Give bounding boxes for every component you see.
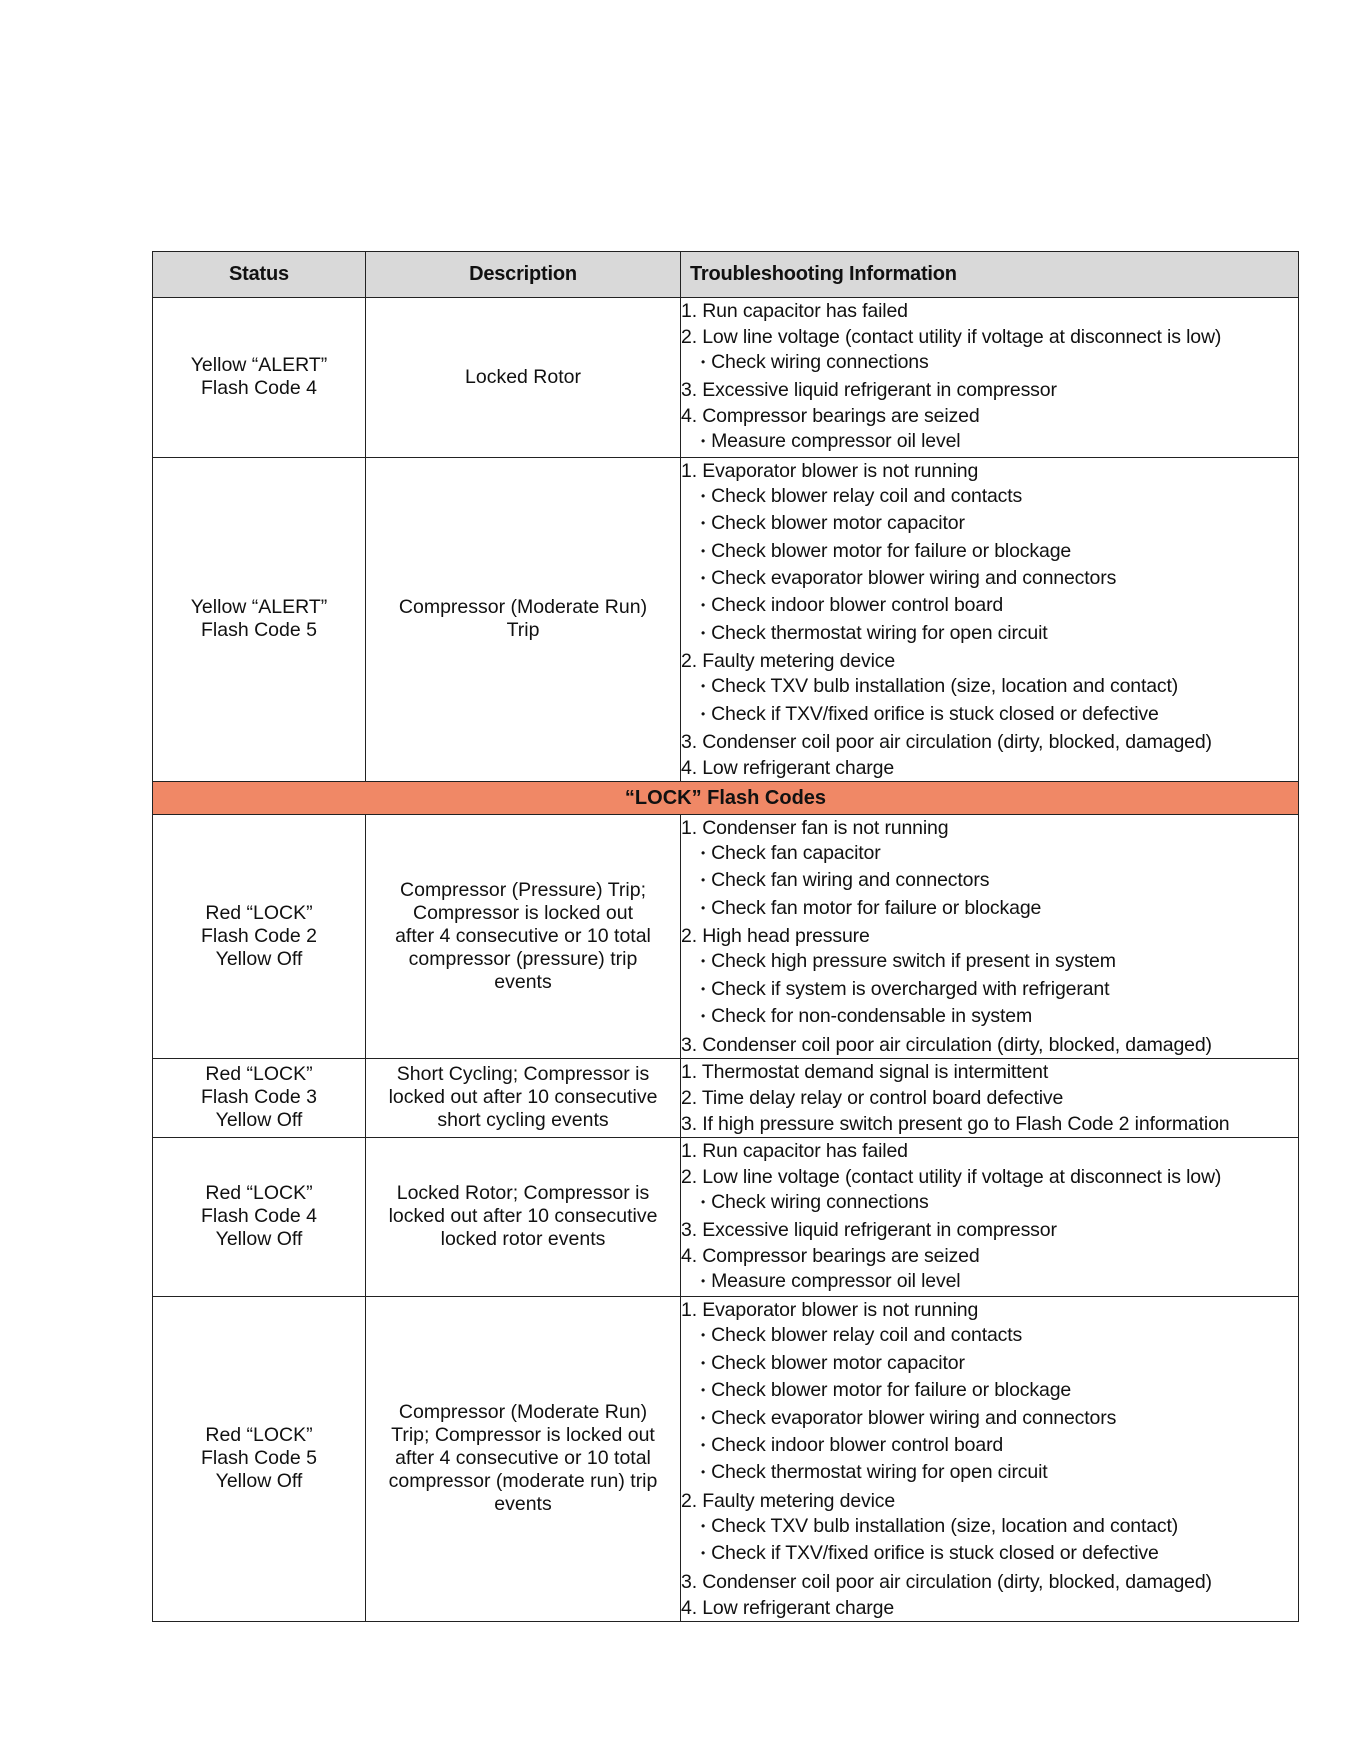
table-row	[153, 815, 1299, 1058]
troubleshooting-subitem: • Check blower motor capacitor	[681, 511, 1298, 538]
description-line: Locked Rotor; Compressor is	[396, 1182, 650, 1205]
troubleshooting-subitem: • Check high pressure switch if present in system	[681, 949, 1298, 976]
troubleshooting-cell	[681, 298, 1299, 458]
troubleshooting-subitem: • Measure compressor oil level	[681, 1269, 1298, 1296]
troubleshooting-subitem: • Check fan wiring and connectors	[681, 868, 1298, 895]
troubleshooting-item: 4. Compressor bearings are seized	[681, 1244, 980, 1267]
troubleshooting-subitem: • Check blower motor for failure or blockage	[681, 539, 1298, 566]
troubleshooting-column-header: Troubleshooting Information	[681, 252, 1299, 298]
table-body	[153, 298, 1299, 1622]
description-line: locked out after 10 consecutive	[388, 1086, 658, 1108]
troubleshooting-item: 1. Run capacitor has failed	[681, 300, 908, 322]
troubleshooting-item: 1. Evaporator blower is not running	[681, 1299, 979, 1322]
troubleshooting-item: 1. Thermostat demand signal is intermittent	[681, 1060, 1049, 1083]
troubleshooting-item: 3. Condenser coil poor air circulation (dirty, blocked, damaged)	[681, 1033, 1212, 1056]
status-line: Yellow Off	[215, 1228, 303, 1251]
lock-section-row	[153, 782, 1299, 815]
status-line: Flash Code 2	[201, 924, 317, 947]
table-row	[153, 1058, 1299, 1137]
troubleshooting-subitem: • Check blower relay coil and contacts	[681, 1323, 1298, 1350]
table-header-row	[153, 252, 1299, 298]
description-line: Compressor is locked out	[412, 901, 633, 924]
description-line: Short Cycling; Compressor is	[396, 1063, 650, 1085]
flash-code-table	[152, 251, 1299, 1622]
description-line: after 4 consecutive or 10 total	[395, 1447, 651, 1470]
troubleshooting-subitem: • Check for non-condensable in system	[681, 1004, 1298, 1031]
description-line: Compressor (Moderate Run)	[398, 596, 648, 619]
status-line: Yellow “ALERT”	[190, 596, 328, 619]
troubleshooting-subitem: • Check evaporator blower wiring and connectors	[681, 1406, 1298, 1433]
status-line: Red “LOCK”	[205, 1182, 313, 1205]
troubleshooting-item: 2. Low line voltage (contact utility if voltage at disconnect is low)	[681, 1165, 1222, 1188]
troubleshooting-subitem: • Check TXV bulb installation (size, location and contact)	[681, 674, 1298, 701]
status-line: Flash Code 5	[201, 1447, 317, 1470]
troubleshooting-item: 2. Time delay relay or control board defective	[681, 1086, 1064, 1109]
description-line: Compressor (Pressure) Trip;	[400, 878, 646, 901]
troubleshooting-item: 1. Evaporator blower is not running	[681, 459, 979, 482]
troubleshooting-cell	[681, 457, 1299, 781]
status-line: Red “LOCK”	[205, 1424, 313, 1447]
description-line: Locked Rotor	[465, 365, 581, 388]
status-line: Flash Code 5	[201, 619, 317, 642]
troubleshooting-item: 3. Condenser coil poor air circulation (dirty, blocked, damaged)	[681, 731, 1212, 754]
troubleshooting-subitem: • Check if TXV/fixed orifice is stuck closed or defective	[681, 1541, 1298, 1568]
troubleshooting-item: 3. Condenser coil poor air circulation (dirty, blocked, damaged)	[681, 1570, 1212, 1593]
description-column-header: Description	[366, 252, 681, 298]
troubleshooting-item: 1. Condenser fan is not running	[681, 817, 949, 840]
troubleshooting-item: 2. Low line voltage (contact utility if voltage at disconnect is low)	[681, 326, 1222, 348]
status-line: Yellow Off	[215, 947, 303, 970]
table-row	[153, 298, 1299, 458]
description-line: events	[494, 970, 552, 993]
status-cell	[153, 1058, 366, 1137]
description-line: short cycling events	[437, 1109, 609, 1131]
troubleshooting-item: 3. Excessive liquid refrigerant in compressor	[681, 379, 1057, 402]
description-line: compressor (moderate run) trip	[388, 1470, 658, 1493]
description-cell	[366, 298, 681, 458]
troubleshooting-subitem: • Check if TXV/fixed orifice is stuck closed or defective	[681, 702, 1298, 729]
description-cell	[366, 457, 681, 781]
troubleshooting-subitem: • Check thermostat wiring for open circuit	[681, 1460, 1298, 1487]
troubleshooting-item: 4. Compressor bearings are seized	[681, 405, 980, 428]
description-line: Compressor (Moderate Run)	[398, 1401, 648, 1424]
status-cell	[153, 457, 366, 781]
status-cell	[153, 815, 366, 1058]
troubleshooting-item: 3. If high pressure switch present go to Flash Code 2 information	[681, 1112, 1230, 1135]
troubleshooting-subitem: • Check evaporator blower wiring and connectors	[681, 566, 1298, 593]
troubleshooting-item: 4. Low refrigerant charge	[681, 757, 895, 780]
status-cell	[153, 1297, 366, 1621]
description-cell	[366, 1137, 681, 1297]
status-line: Yellow “ALERT”	[190, 354, 328, 377]
description-line: Trip; Compressor is locked out	[391, 1424, 655, 1447]
troubleshooting-subitem: • Measure compressor oil level	[681, 429, 1298, 456]
troubleshooting-cell	[681, 1058, 1299, 1137]
status-line: Red “LOCK”	[205, 1063, 313, 1085]
table-row	[153, 1137, 1299, 1297]
troubleshooting-cell	[681, 815, 1299, 1058]
status-cell	[153, 1137, 366, 1297]
troubleshooting-item: 2. High head pressure	[681, 925, 870, 948]
troubleshooting-item: 1. Run capacitor has failed	[681, 1139, 908, 1162]
status-line: Red “LOCK”	[205, 901, 313, 924]
status-line: Flash Code 3	[201, 1086, 317, 1108]
table-row	[153, 457, 1299, 781]
troubleshooting-item: 2. Faulty metering device	[681, 650, 896, 673]
description-cell	[366, 1058, 681, 1137]
troubleshooting-subitem: • Check fan capacitor	[681, 841, 1298, 868]
table-row	[153, 1297, 1299, 1621]
description-line: Trip	[506, 619, 540, 642]
troubleshooting-subitem: • Check wiring connections	[681, 350, 1298, 377]
description-line: compressor (pressure) trip	[408, 947, 638, 970]
troubleshooting-subitem: • Check blower relay coil and contacts	[681, 484, 1298, 511]
troubleshooting-subitem: • Check wiring connections	[681, 1190, 1298, 1217]
status-line: Flash Code 4	[201, 377, 317, 400]
troubleshooting-subitem: • Check indoor blower control board	[681, 593, 1298, 620]
troubleshooting-cell	[681, 1297, 1299, 1621]
description-cell	[366, 815, 681, 1058]
status-line: Flash Code 4	[201, 1205, 317, 1228]
troubleshooting-subitem: • Check TXV bulb installation (size, location and contact)	[681, 1514, 1298, 1541]
description-line: events	[494, 1493, 552, 1516]
description-line: locked rotor events	[440, 1228, 606, 1251]
status-cell	[153, 298, 366, 458]
troubleshooting-subitem: • Check thermostat wiring for open circuit	[681, 621, 1298, 648]
troubleshooting-cell	[681, 1137, 1299, 1297]
status-line: Yellow Off	[215, 1109, 303, 1131]
troubleshooting-subitem: • Check blower motor for failure or blockage	[681, 1378, 1298, 1405]
troubleshooting-item: 3. Excessive liquid refrigerant in compressor	[681, 1218, 1057, 1241]
lock-section-title: “LOCK” Flash Codes	[153, 782, 1299, 815]
status-line: Yellow Off	[215, 1470, 303, 1493]
description-cell	[366, 1297, 681, 1621]
troubleshooting-subitem: • Check indoor blower control board	[681, 1433, 1298, 1460]
troubleshooting-subitem: • Check blower motor capacitor	[681, 1351, 1298, 1378]
description-line: after 4 consecutive or 10 total	[395, 924, 651, 947]
description-line: locked out after 10 consecutive	[388, 1205, 658, 1228]
status-column-header: Status	[153, 252, 366, 298]
troubleshooting-subitem: • Check fan motor for failure or blockage	[681, 896, 1298, 923]
troubleshooting-subitem: • Check if system is overcharged with refrigerant	[681, 977, 1298, 1004]
troubleshooting-item: 4. Low refrigerant charge	[681, 1596, 895, 1619]
troubleshooting-item: 2. Faulty metering device	[681, 1489, 896, 1512]
